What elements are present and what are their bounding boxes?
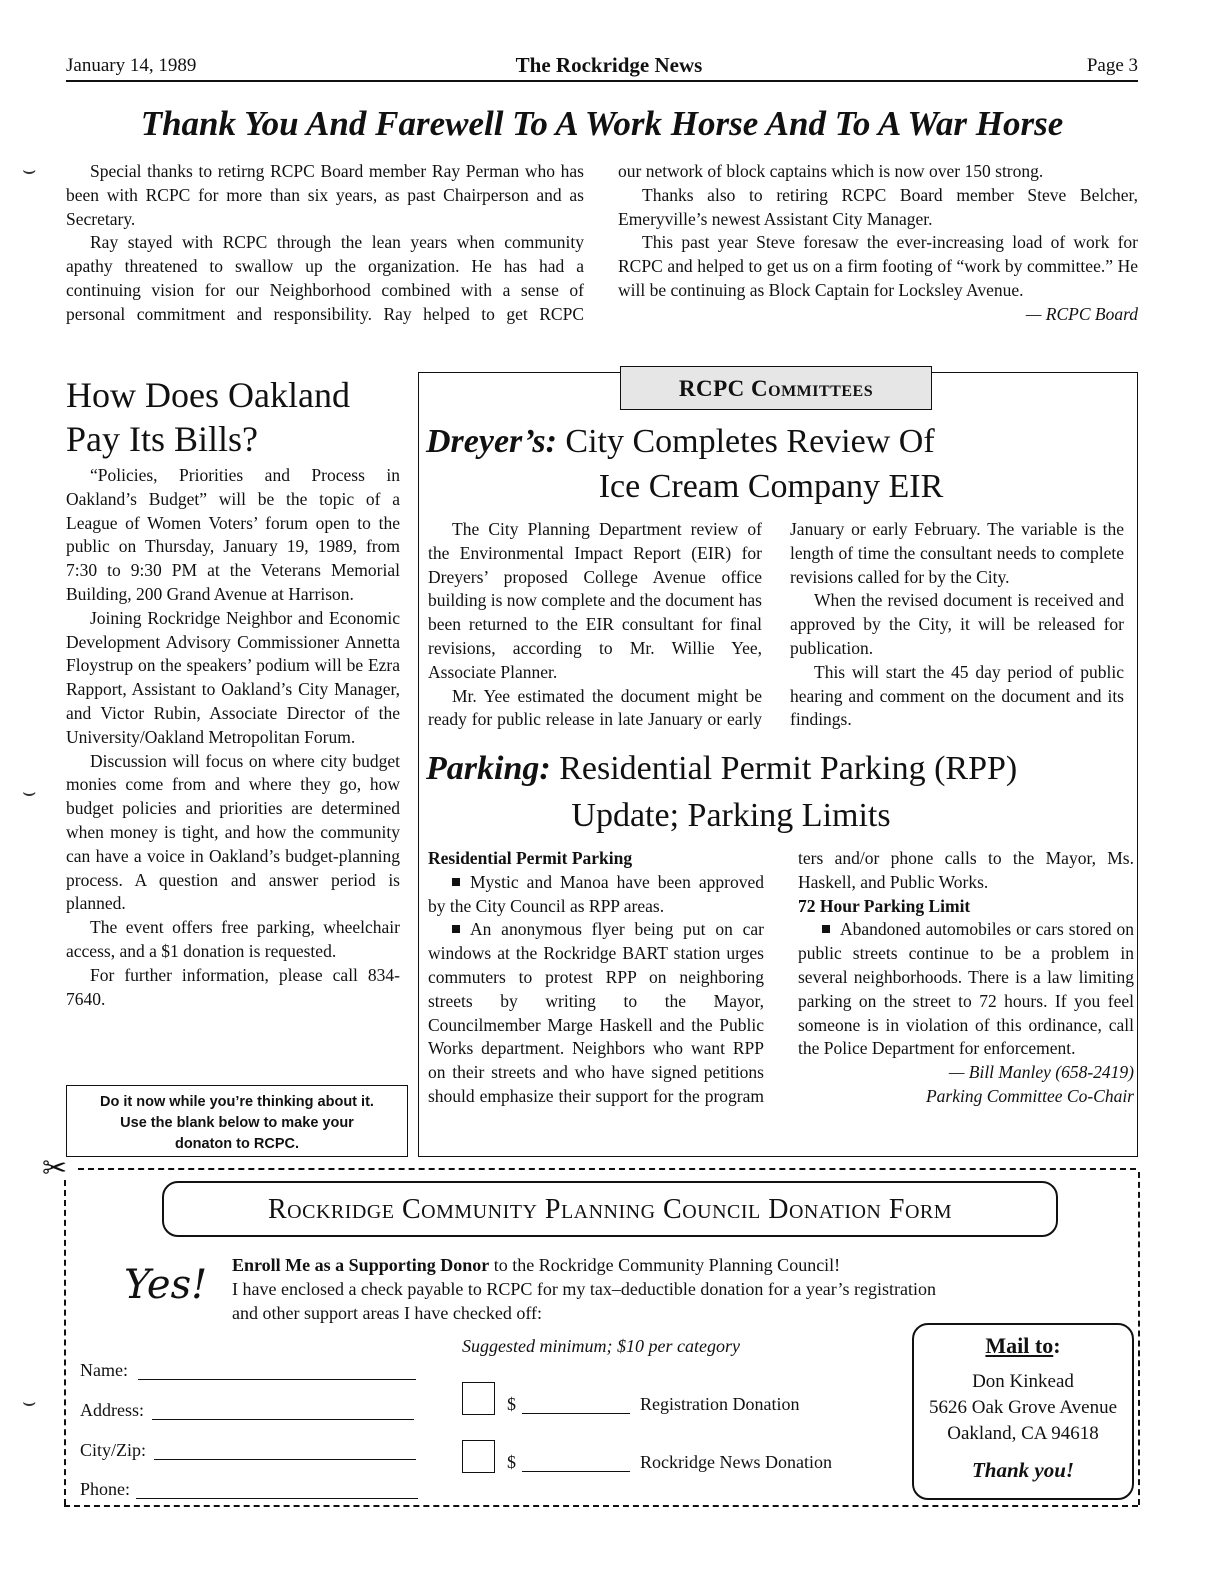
reminder-line: donaton to RCPC.: [174, 1136, 300, 1152]
oakland-paragraph: For further information, please call 834-7640.: [66, 964, 400, 1009]
parking-headline-line2: Update; Parking Limits: [571, 797, 891, 834]
cut-line-left: [64, 1180, 66, 1505]
farewell-paragraph-continued: our network of block captains which is now over 150 strong.: [618, 161, 1044, 181]
enroll-bold: Enroll Me as a Supporting Donor: [232, 1255, 490, 1275]
reminder-line: Do it now while you’re thinking about it.: [100, 1094, 374, 1110]
margin-mark-icon: ⌣: [22, 780, 37, 805]
donation-form-title: Rockridge Community Planning Council Donation Form: [162, 1181, 1058, 1237]
oakland-title-line1: How Does Oakland: [66, 375, 350, 415]
parking-bullet-text: An anonymous flyer being put on car windows at the Rockridge BART station urges commuters to protest RPP on neighboring streets by writing to the Mayor, Councilmember Marge Haskell and the Public Works department. Neighbors who want RPP on their streets and who have signed petitions should emphasize their support for the program: [428, 919, 764, 1106]
farewell-headline: Thank You And Farewell To A Work Horse And To A War Horse: [140, 104, 1064, 143]
scissors-icon: ✂: [42, 1152, 68, 1185]
parking-bullet-item: [798, 918, 1134, 1061]
suggested-minimum: Suggested minimum; $10 per category: [462, 1336, 740, 1356]
issue-date: January 14, 1989: [66, 55, 197, 76]
parking-bullet-text: Abandoned automobiles or cars stored on public streets continue to be a problem in several neighborhoods. There is a law limiting parking on the street to 72 hours. If you feel someone is in violation of this ordinance, call the Police Department for enforcement.: [798, 919, 1134, 1059]
dreyers-kicker: Dreyer’s:: [426, 423, 557, 460]
address-label: Address:: [80, 1400, 144, 1420]
mail-to-box: [912, 1323, 1134, 1500]
cityzip-input[interactable]: [154, 1459, 416, 1460]
registration-amount-input[interactable]: [522, 1413, 630, 1414]
farewell-paragraph: Ray stayed with RCPC through the lean years when community apathy threatened to swallow up the organization. He has had a continuing vision for our Neighborhood combined with a sense of personal commitment and responsibility. Ray helped to get RCPC: [66, 232, 584, 324]
enroll-rest: to the Rockridge Community Planning Council!: [489, 1255, 841, 1275]
committees-label-text: RCPC Committees: [678, 376, 874, 401]
parking-subhead-72hr: 72 Hour Parking Limit: [798, 895, 971, 916]
farewell-paragraph: This past year Steve foresaw the ever-increasing load of work for RCPC and helped to get us on a firm footing of “work by committee.” He will be continuing as Block Captain for Locksley Avenue.: [618, 232, 1138, 300]
margin-mark-icon: ⌣: [22, 158, 37, 183]
parking-subhead-rpp: Residential Permit Parking: [428, 848, 633, 868]
margin-mark-icon: ⌣: [22, 1390, 37, 1415]
registration-checkbox[interactable]: [462, 1382, 495, 1415]
oakland-paragraph: “Policies, Priorities and Process in Oakland’s Budget” will be the topic of a League of Women Voters’ forum open to the public on Thursday, January 19, 1989, from 7:30 to 9:30 PM at the Veterans Memorial Building, 200 Grand Avenue at Harrison.: [66, 465, 400, 604]
dreyers-paragraph-continued: January or early February. The variable is the length of time the consultant needs to complete revisions called for by the City.: [790, 519, 1124, 587]
dreyers-headline-line2: Ice Cream Company EIR: [598, 468, 944, 505]
mail-to-heading: [914, 1333, 1132, 1359]
dollar-sign: $: [507, 1452, 516, 1472]
cityzip-label: City/Zip:: [80, 1440, 147, 1460]
parking-signoff-name: — Bill Manley (658-2419): [948, 1062, 1134, 1083]
oakland-body: [66, 464, 400, 1011]
oakland-paragraph: Joining Rockridge Neighbor and Economic Development Advisory Commissioner Annetta Floystrup on the speakers’ podium will be Ezra Rapport, Assistant to Oakland’s City Manager, and Victor Rubin, Associate Director of the University/Oakland Metropolitan Forum.: [66, 607, 400, 747]
dreyers-title-part1: City Completes Review Of: [565, 423, 935, 460]
dreyers-paragraph: Mr. Yee estimated the document might be ready for public release in late January or early: [428, 685, 762, 730]
enroll-line3: and other support areas I have checked off:: [232, 1303, 543, 1323]
parking-title-part1: Residential Permit Parking (RPP): [559, 750, 1018, 787]
dreyers-paragraph: This will start the 45 day period of public hearing and comment on the document and its findings.: [790, 661, 1124, 730]
parking-column-right: [798, 847, 1134, 1109]
phone-input[interactable]: [136, 1498, 418, 1499]
page-number: Page 3: [1086, 55, 1138, 76]
dreyers-headline-line1: [426, 419, 1026, 464]
news-amount-input[interactable]: [522, 1471, 630, 1472]
dreyers-column-right: [790, 518, 1124, 732]
dreyers-paragraph: When the revised document is received and approved by the City, it will be released for publication.: [790, 590, 1124, 658]
cut-line-top: [78, 1168, 1136, 1170]
news-option-label: Rockridge News Donation: [640, 1452, 832, 1472]
oakland-title-line2: Pay Its Bills?: [66, 419, 259, 459]
parking-bullet-item: [428, 918, 764, 1110]
parking-bullet-text: Mystic and Manoa have been approved by the City Council as RPP areas.: [428, 871, 764, 916]
parking-bullet-item: [428, 871, 764, 919]
mail-to-colon: :: [1053, 1333, 1061, 1358]
dreyers-paragraph: The City Planning Department review of the Environmental Impact Report (EIR) for Dreyers’ proposed College Avenue office building is now complete and the document has been returned to the EIR consultant for final revisions, according to Mr. Willie Yee, Associate Planner.: [428, 519, 762, 682]
bullet-icon: [822, 925, 830, 933]
farewell-paragraph: Thanks also to retiring RCPC Board member Steve Belcher, Emeryville’s newest Assistant City Manager.: [618, 184, 1138, 229]
enroll-line1: [232, 1253, 1112, 1277]
enroll-text: [232, 1253, 1112, 1325]
farewell-paragraph: Special thanks to retirng RCPC Board member Ray Perman who has been with RCPC for more than six years, as past Chairperson and as Secretary.: [66, 161, 584, 229]
mail-name: Don Kinkead: [972, 1371, 1074, 1392]
donation-reminder-box: [66, 1085, 408, 1157]
reminder-line: Use the blank below to make your: [120, 1115, 354, 1131]
parking-signoff-title: Parking Committee Co-Chair: [925, 1085, 1134, 1106]
newspaper-name: The Rockridge News: [515, 53, 703, 77]
address-input[interactable]: [152, 1419, 414, 1420]
phone-label: Phone:: [80, 1479, 131, 1499]
committees-label: [620, 366, 932, 410]
dollar-sign: $: [507, 1394, 516, 1414]
name-label: Name:: [80, 1360, 128, 1380]
mail-to-label: Mail to: [985, 1333, 1054, 1358]
registration-option-label: Registration Donation: [640, 1394, 800, 1414]
name-input[interactable]: [138, 1379, 416, 1380]
dreyers-column-left: [428, 518, 762, 733]
oakland-paragraph: The event offers free parking, wheelchair access, and a $1 donation is requested.: [66, 917, 400, 961]
news-checkbox[interactable]: [462, 1440, 495, 1473]
parking-column-left: [428, 847, 764, 1110]
enroll-line2: I have enclosed a check payable to RCPC for my tax–deductible donation for a year’s registration: [232, 1279, 936, 1299]
farewell-column-right: [618, 160, 1138, 327]
parking-bullet-continued: ters and/or phone calls to the Mayor, Ms. Haskell, and Public Works.: [798, 848, 1134, 892]
oakland-paragraph: Discussion will focus on where city budget monies come from and where they go, how budget policies and priorities are determined when money is tight, and how the community can have a voice in Oakland’s budget-planning process. A question and answer period is planned.: [66, 750, 400, 914]
parking-kicker: Parking:: [426, 750, 551, 787]
bullet-icon: [452, 878, 460, 886]
header-rule: [66, 80, 1138, 82]
farewell-signoff: — RCPC Board: [1025, 303, 1138, 324]
cut-line-bottom: [64, 1505, 1138, 1507]
mail-street: 5626 Oak Grove Avenue: [928, 1397, 1117, 1418]
mail-city: Oakland, CA 94618: [947, 1423, 1099, 1444]
bullet-icon: [452, 925, 460, 933]
parking-headline-line1: [426, 746, 1126, 791]
mail-thanks: Thank you!: [971, 1458, 1075, 1482]
farewell-column-left: [66, 160, 584, 327]
cut-line-right: [1138, 1172, 1140, 1505]
yes-script: Yes!: [124, 1262, 208, 1308]
